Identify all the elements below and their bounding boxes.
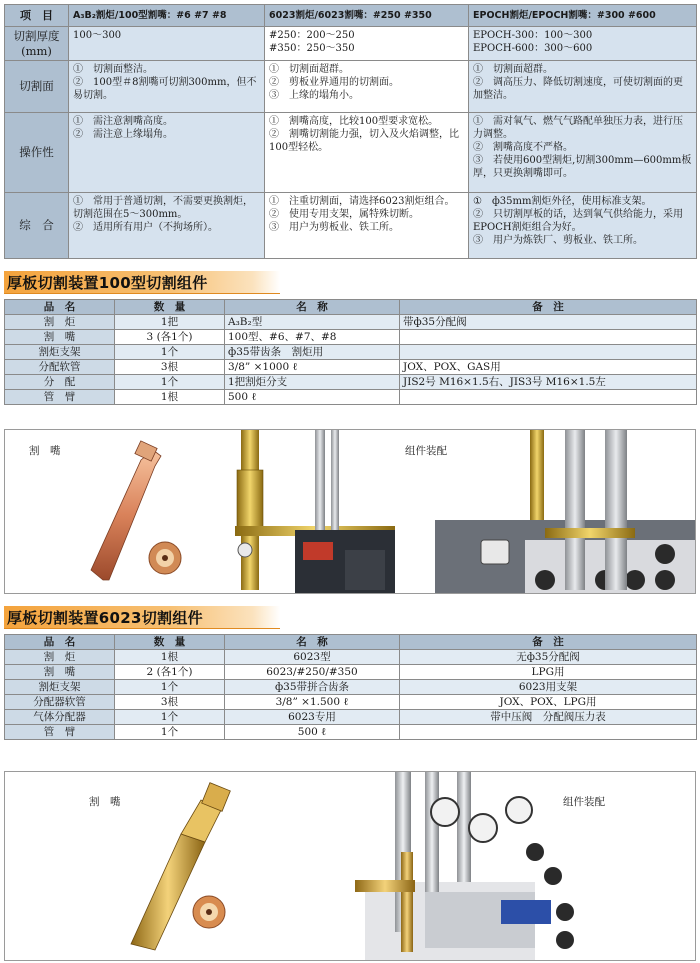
part-cell: 3/8” ×1.500 ℓ (225, 695, 400, 710)
cell-c1 (69, 113, 265, 193)
row-label: 操作性 (5, 113, 69, 193)
part-cell: 100型、#6、#7、#8 (225, 330, 400, 345)
part-name: 割 炬 (5, 650, 115, 665)
part-name: 割 炬 (5, 315, 115, 330)
comparison-table (4, 4, 697, 259)
cell-line: 100～300 (73, 30, 122, 41)
part-cell: 1把割炬分支 (225, 375, 400, 390)
part-cell: 6023专用 (225, 710, 400, 725)
row-label: 切割面 (5, 61, 69, 113)
cell-line: ③ 用户为剪板业、铁工所。 (269, 222, 399, 233)
part-name: 割 嘴 (5, 665, 115, 680)
cell-line: ① ф35mm割炬外径，使用标准支架。 (473, 196, 652, 207)
part-cell: 3根 (115, 695, 225, 710)
part-cell: 带ф35分配阀 (400, 315, 697, 330)
part-name: 管 臂 (5, 390, 115, 405)
part-cell: 500 ℓ (225, 390, 400, 405)
table-row (5, 315, 697, 330)
table-row (5, 680, 697, 695)
part-cell: JOX、POX、GAS用 (400, 360, 697, 375)
part-cell (400, 390, 697, 405)
cell-line: ① 常用于普通切割，不需要更换割炬，切割范围在5～300mm。 (73, 196, 253, 220)
header-a3b2: A₃B₂割炬/100型割嘴：#6 #7 #8 (69, 5, 265, 27)
cell-line: ② 需注意上缘塌角。 (73, 129, 173, 140)
photo-100-illustration (5, 430, 695, 593)
part-cell: 1个 (115, 680, 225, 695)
photo-panel-6023 (4, 771, 696, 961)
table-row (5, 330, 697, 345)
section-title-100: 厚板切割装置100型切割组件 (4, 271, 280, 294)
assembly-caption-6023: 组件装配 (563, 796, 605, 808)
nozzle-caption-6023: 割 嘴 (89, 796, 121, 808)
header-6023: 6023割炬/6023割嘴：#250 #350 (265, 5, 469, 27)
parts-header-cell: 备 注 (400, 300, 697, 315)
cell-c3 (469, 27, 697, 61)
part-cell: JOX、POX、LPG用 (400, 695, 697, 710)
part-cell: 无ф35分配阀 (400, 650, 697, 665)
cell-line: EPOCH-600：300～600 (473, 43, 593, 54)
part-cell (400, 330, 697, 345)
part-cell: JIS2号 M16×1.5右、JIS3号 M16×1.5左 (400, 375, 697, 390)
part-name: 气体分配器 (5, 710, 115, 725)
comparison-row-thickness (5, 27, 697, 61)
parts-header-cell: 品 名 (5, 300, 115, 315)
section-title-6023: 厚板切割装置6023切割组件 (4, 606, 280, 629)
cell-line: ① 切割面超群。 (473, 64, 553, 75)
part-cell: 500 ℓ (225, 725, 400, 740)
cell-line: #350：250～350 (269, 43, 355, 54)
parts-header-row (5, 635, 697, 650)
cell-c1 (69, 27, 265, 61)
cell-line: ② 割嘴高度不严格。 (473, 142, 573, 153)
row-label: 切割厚度 (mm) (5, 27, 69, 61)
part-cell: 1个 (115, 375, 225, 390)
part-cell: 3 (各1个) (115, 330, 225, 345)
part-name: 分 配 (5, 375, 115, 390)
table-row (5, 650, 697, 665)
table-row (5, 390, 697, 405)
cutting-machine-6023-icon (355, 772, 574, 960)
cell-line: ① 割嘴高度，比较100型要求宽松。 (269, 116, 439, 127)
part-cell: A₃B₂型 (225, 315, 400, 330)
comparison-row-operability (5, 113, 697, 193)
cell-c1 (69, 193, 265, 259)
header-epoch: EPOCH割炬/EPOCH割嘴：#300 #600 (469, 5, 697, 27)
photo-panel-100 (4, 429, 696, 594)
cell-line: ② 割嘴切割能力强，切入及火焰调整，比100型轻松。 (269, 129, 459, 153)
cell-line: ③ 用户为炼铁厂、剪板业、铁工所。 (473, 235, 643, 246)
comparison-header-row (5, 5, 697, 27)
parts-header-cell: 数 量 (115, 300, 225, 315)
cell-line: ① 切割面整洁。 (73, 64, 153, 75)
part-cell: LPG用 (400, 665, 697, 680)
part-cell: 1个 (115, 725, 225, 740)
cell-line: ③ 若使用600型割炬,切割300mm—600mm板厚，只更换割嘴即可。 (473, 155, 692, 179)
cell-line: ② 调高压力、降低切割速度，可使切割面的更加整洁。 (473, 77, 683, 101)
part-name: 分配软管 (5, 360, 115, 375)
part-name: 管 臂 (5, 725, 115, 740)
nozzle-tip-icon (149, 542, 181, 574)
part-cell: ф35带齿条 割炬用 (225, 345, 400, 360)
part-cell: 1个 (115, 710, 225, 725)
part-cell: 6023型 (225, 650, 400, 665)
nozzle-caption: 割 嘴 (29, 445, 61, 457)
photo-6023-illustration (5, 772, 695, 960)
part-cell: 6023/#250/#350 (225, 665, 400, 680)
part-cell: 带中压阀 分配阀压力表 (400, 710, 697, 725)
part-cell: 1根 (115, 390, 225, 405)
cell-c3 (469, 61, 697, 113)
cutting-machine-assembly-icon (435, 430, 695, 593)
part-cell: 1根 (115, 650, 225, 665)
table-row (5, 345, 697, 360)
parts-table-6023 (4, 634, 697, 740)
header-item: 项 目 (5, 5, 69, 27)
cell-c2 (265, 27, 469, 61)
part-name: 割 嘴 (5, 330, 115, 345)
part-cell: 1把 (115, 315, 225, 330)
cell-c2 (265, 193, 469, 259)
assembly-caption: 组件装配 (405, 445, 447, 457)
comparison-row-summary (5, 193, 697, 259)
parts-header-cell: 名 称 (225, 300, 400, 315)
cell-line: ① 需注意割嘴高度。 (73, 116, 173, 127)
part-cell: 2 (各1个) (115, 665, 225, 680)
cell-line: ① 注重切割面，请选择6023割炬组合。 (269, 196, 455, 207)
part-cell (400, 345, 697, 360)
table-row (5, 360, 697, 375)
parts-table-100 (4, 299, 697, 405)
cell-c2 (265, 61, 469, 113)
cell-line: ② 使用专用支架，属特殊切断。 (269, 209, 419, 220)
cell-line: ② 剪板业界通用的切割面。 (269, 77, 399, 88)
torch-holder-assembly-icon (235, 430, 395, 593)
part-name: 割炬支架 (5, 680, 115, 695)
cell-line: ② 适用所有用户（不拘场所）。 (73, 222, 218, 233)
part-cell: 6023用支架 (400, 680, 697, 695)
part-cell (400, 725, 697, 740)
table-row (5, 725, 697, 740)
table-row (5, 695, 697, 710)
cell-c3 (469, 113, 697, 193)
parts-header-cell: 品 名 (5, 635, 115, 650)
part-cell: 3根 (115, 360, 225, 375)
part-cell: ф35带拼合齿条 (225, 680, 400, 695)
cell-line: ② 只切割厚板的话，达到氧气供给能力，采用EPOCH割炬组合为好。 (473, 209, 683, 233)
nozzle-tip-6023-icon (193, 896, 225, 928)
part-name: 分配器软管 (5, 695, 115, 710)
parts-header-cell: 备 注 (400, 635, 697, 650)
cell-line: #250：200～250 (269, 30, 355, 41)
part-name: 割炬支架 (5, 345, 115, 360)
cell-c1 (69, 61, 265, 113)
cell-line: ① 切割面超群。 (269, 64, 349, 75)
parts-header-cell: 数 量 (115, 635, 225, 650)
parts-header-row (5, 300, 697, 315)
cell-c3 (469, 193, 697, 259)
cell-c2 (265, 113, 469, 193)
cell-line: ① 需对氧气、燃气气路配单独压力表，进行压力调整。 (473, 116, 683, 140)
part-cell: 3/8” ×1000 ℓ (225, 360, 400, 375)
row-label: 综 合 (5, 193, 69, 259)
parts-header-cell: 名 称 (225, 635, 400, 650)
table-row (5, 710, 697, 725)
cell-line: ③ 上缘的塌角小。 (269, 90, 359, 101)
table-row (5, 375, 697, 390)
cell-line: ② 100型＃8割嘴可切割300mm，但不易切割。 (73, 77, 257, 101)
part-cell: 1个 (115, 345, 225, 360)
comparison-row-cut-surface (5, 61, 697, 113)
cell-line: EPOCH-300：100～300 (473, 30, 593, 41)
table-row (5, 665, 697, 680)
